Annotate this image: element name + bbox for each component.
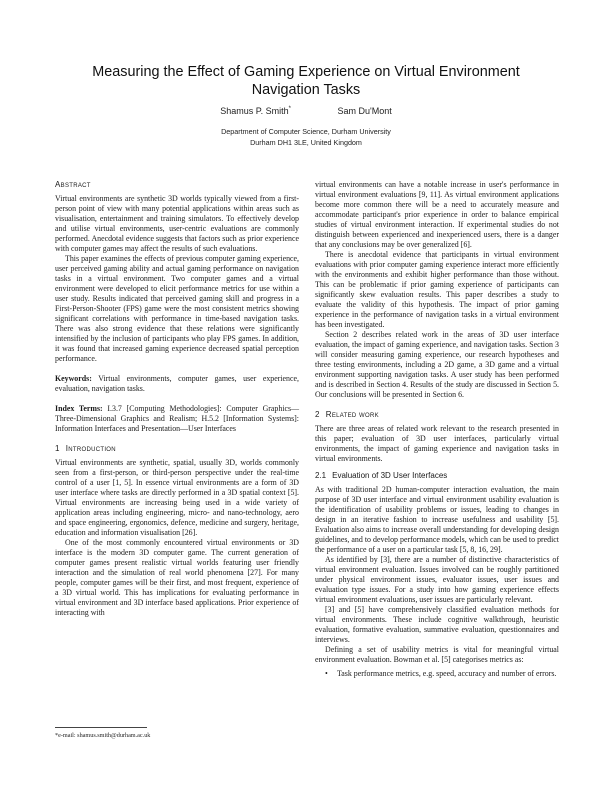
paper-title: Measuring the Effect of Gaming Experience on Virtual Environment Navigation Tasks bbox=[92, 64, 520, 98]
eval-subheading: 2.1 Evaluation of 3D User Interfaces bbox=[315, 471, 448, 480]
author-list bbox=[60, 106, 552, 116]
index-terms bbox=[55, 404, 299, 434]
intro-heading: 1 Introduction bbox=[55, 444, 116, 453]
intro-paragraph-2: One of the most commonly encountered virtual environments or 3D interface is the modern 3D computer game. The current generation of computer games present realistic virtual worlds featuring user friendly interaction and the simulation of real world phenomena [27]. For many people, computer games will be their first, and most frequent, experience of a 3D virtual world. This has implications for evaluating performance in virtual environment and 3D interface based applications. Prior experience of interacting with bbox=[55, 538, 299, 617]
left-column bbox=[55, 180, 299, 618]
intro-paragraph-1: Virtual environments are synthetic, spatial, usually 3D, worlds commonly seen from a first-person, or third-person perspective under the real-time control of a user [1, 5]. In essence virtual environments are a form of 3D user interface where tasks are directly performed in a 3D spatial context [5]. Virtual environments are increasing being used in a wide variety of application areas including engineering, micro- and nano-technology, aero and space engineering, ergonomics, defence, medicine and surgery, heritage, education and information visualisation [26]. bbox=[55, 458, 299, 537]
related-paragraph-1: There are three areas of related work relevant to the research presented in this paper; evaluation of 3D user interfaces, particularly virtual environments, the impact of gaming experience and navigation tasks in virtual environments. bbox=[315, 424, 559, 463]
right-paragraph-3: Section 2 describes related work in the areas of 3D user interface evaluation, the impact of gaming experience, and navigation tasks. Section 3 will consider measuring gaming experience, our research hypotheses and three testing environments, including a 2D game, a 3D game and a virtual environment supporting navigation tasks. A user study has been performed and is described in Section 4. Results of the study are discussed in Section 5. Our conclusions will be presented in Section 6. bbox=[315, 330, 559, 399]
affiliation-line-1: Department of Computer Science, Durham University bbox=[221, 127, 391, 136]
abstract-heading: Abstract bbox=[55, 180, 91, 189]
index-terms-text: I.3.7 [Computing Methodologies]: Computer Graphics—Three-Dimensional Graphics and Realism; H.5.2 [Information Systems]: Information Interfaces and Presentation—User Interfaces bbox=[55, 404, 299, 433]
eval-paragraph-1: As with traditional 2D human-computer interaction evaluation, the main purpose of 3D user interface and virtual environment usability evaluation is the identification of usability problems or issues, leading to changes in design in an iterative fashion to increase usefulness and usability [5]. Evaluation also aims to increase overall understanding for developing design guidelines, and to develop performance models, which can be used to predict the performance of a user on a particular task [5, 8, 16, 29]. bbox=[315, 485, 559, 554]
affiliation bbox=[60, 127, 552, 148]
footnote-rule bbox=[55, 727, 147, 728]
eval-paragraph-2: As identified by [3], there are a number of distinctive characteristics of virtual environment evaluation. Issues involved can be roughly partitioned under physical environment issues, evaluator issues, user issues and evaluation type issues. For a study into how gaming experience effects virtual environment evaluations, user issues are particularly relevant. bbox=[315, 555, 559, 604]
bullet-text: Task performance metrics, e.g. speed, accuracy and number of errors. bbox=[337, 669, 557, 678]
author-1: Shamus P. Smith* bbox=[220, 106, 291, 116]
keywords bbox=[55, 374, 299, 394]
keywords-label: Keywords: bbox=[55, 374, 92, 383]
footnote bbox=[55, 727, 299, 739]
abstract-paragraph-2: This paper examines the effects of previous computer gaming experience, user perceived gaming ability and actual gaming performance on navigation tasks in a virtual environment. Two computer games and a virtual environment were developed to elicit performance metrics for use within a user study. Results indicated that perceived gaming skill and progress in a First-Person-Shooter (FPS) game were the most consistent metrics showing significant correlations with performance in time-based navigation tasks. There was also strong evidence that these relations were significantly intensified by the inclusion of participants who play FPS games. In addition, it was found that increased gaming experience decreased spatial perception performance. bbox=[55, 254, 299, 363]
author-2: Sam Du'Mont bbox=[337, 106, 392, 116]
index-terms-label: Index Terms: bbox=[55, 404, 103, 413]
footnote-email: *e-mail: shamus.smith@durham.ac.uk bbox=[55, 732, 151, 739]
affiliation-line-2: Durham DH1 3LE, United Kingdom bbox=[250, 137, 362, 147]
bullet-icon: • bbox=[325, 669, 328, 678]
right-paragraph-2: There is anecdotal evidence that participants in virtual environment evaluations with prior computer gaming experience interact more efficiently with the environments and exhibit higher performance than those without. This can be problematic if prior gaming experience of participants can significantly skew evaluation results. This paper describes a study to evaluate the validity of this hypothesis. The impact of prior gaming experience in the performance of navigation tasks in a virtual environment has been investigated. bbox=[315, 250, 559, 329]
related-heading: 2 Related work bbox=[315, 410, 379, 419]
right-column bbox=[315, 180, 559, 679]
abstract-paragraph-1: Virtual environments are synthetic 3D worlds typically viewed from a first-person point of view with many potential applications within areas such as visualisation, entertainment and training simulators. To effectively develop and utilise virtual environments, user-centric evaluations are commonly performed. Anecdotal evidence suggests that factors such as prior experience with computer games may affect the results of such evaluations. bbox=[55, 194, 299, 253]
eval-paragraph-3: [3] and [5] have comprehensively classified evaluation methods for virtual environments. These include cognitive walkthrough, heuristic evaluation, formative evaluation, summative evaluation, questionnaires and interviews. bbox=[315, 605, 559, 644]
keywords-text: Virtual environments, computer games, user experience, evaluation, navigation tasks. bbox=[55, 374, 299, 393]
list-item bbox=[325, 669, 559, 679]
eval-paragraph-4: Defining a set of usability metrics is vital for meaningful virtual environment evaluation. Bowman et al. [5] categorises metrics as: bbox=[315, 645, 559, 664]
right-paragraph-1: virtual environments can have a notable increase in user's performance in virtual environment evaluations [9, 11]. As virtual environment applications become more common there will be a need to accurately measure and accommodate participant's prior experience in order to balance empirical studies of virtual environment interaction. If experimental studies do not distinguish between experienced and inexperienced users, there is a danger that any conclusions may be over generalized [6]. bbox=[315, 180, 559, 249]
